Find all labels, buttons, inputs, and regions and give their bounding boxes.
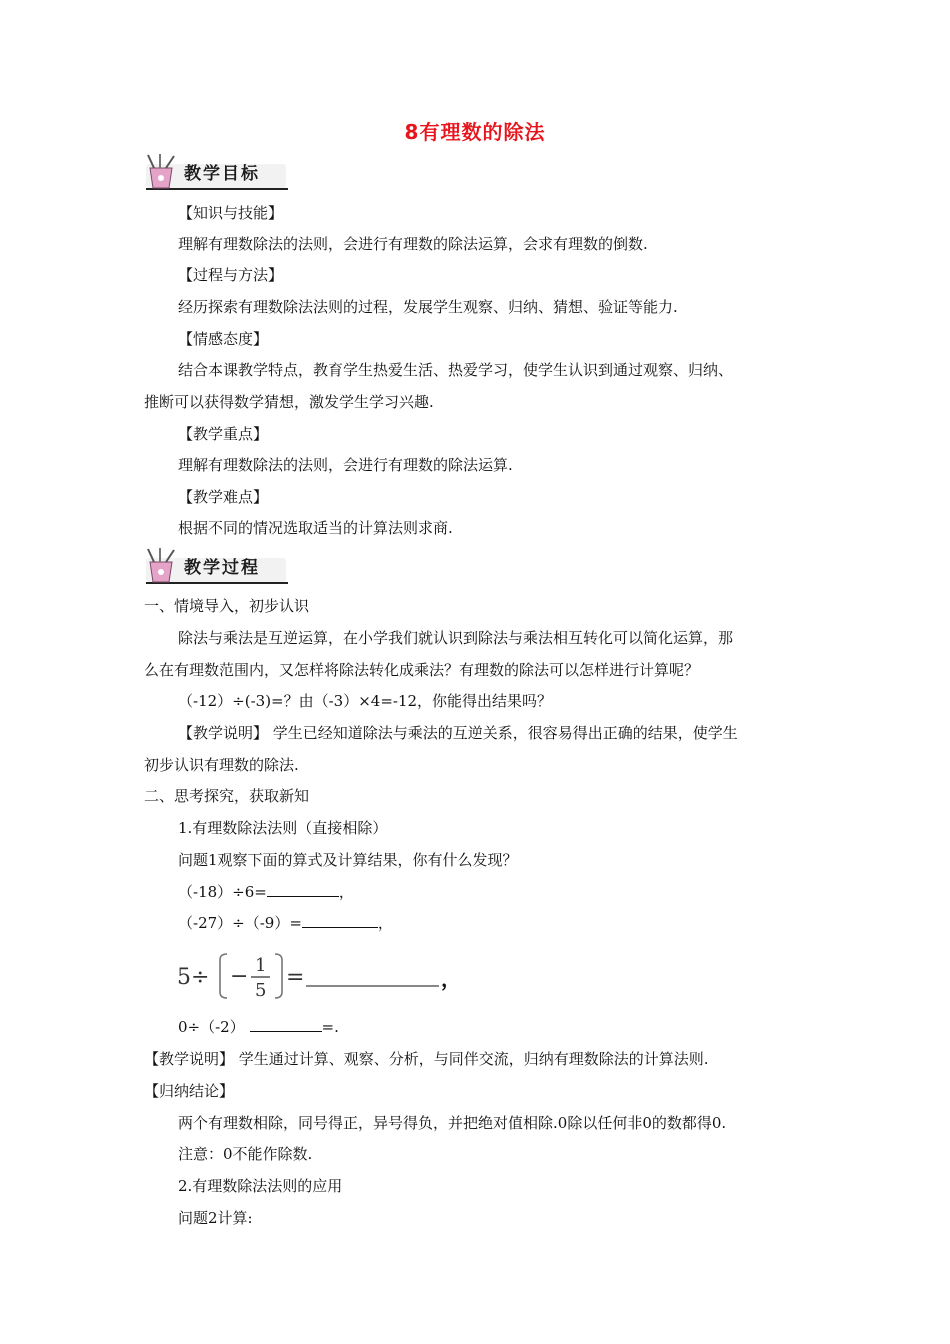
expression-text: （-27）÷（-9）= bbox=[178, 914, 302, 932]
heading-conclusion: 【归纳结论】 bbox=[144, 1082, 235, 1100]
subheading: 2.有理数除法法则的应用 bbox=[178, 1177, 343, 1195]
fraction-numerator: 1 bbox=[255, 955, 267, 976]
paragraph: 初步认识有理数的除法. bbox=[144, 756, 299, 774]
paragraph: 除法与乘法是互逆运算，在小学我们就认识到除法与乘法相互转化可以简化运算，那 bbox=[178, 629, 734, 647]
minus-sign: − bbox=[230, 964, 249, 989]
expression-text: 0÷（-2） bbox=[178, 1018, 245, 1036]
right-bracket bbox=[275, 954, 282, 998]
equals-sign: = bbox=[286, 965, 305, 990]
expression-text: （-18）÷6= bbox=[178, 883, 267, 901]
heading-process: 【过程与方法】 bbox=[178, 266, 284, 284]
paragraph: 根据不同的情况选取适当的计算法则求商. bbox=[178, 519, 453, 537]
paragraph: 推断可以获得数学猜想，激发学生学习兴趣. bbox=[144, 393, 434, 411]
question: 问题2计算: bbox=[178, 1209, 253, 1227]
heading-attitude: 【情感态度】 bbox=[178, 330, 269, 348]
paragraph: 理解有理数除法的法则，会进行有理数的除法运算. bbox=[178, 456, 513, 474]
paragraph: 【教学说明】 学生已经知道除法与乘法的互逆关系，很容易得出正确的结果，使学生 bbox=[178, 724, 738, 742]
page-title: 8有理数的除法 bbox=[404, 120, 546, 144]
expression-lhs: 5÷ bbox=[177, 965, 210, 990]
banner-title: 教学过程 bbox=[184, 558, 260, 578]
paragraph: （-12）÷(-3)=？由（-3）×4=-12，你能得出结果吗？ bbox=[178, 692, 553, 710]
punctuation: ， bbox=[338, 883, 354, 901]
note: 注意：0不能作除数. bbox=[178, 1145, 313, 1163]
section-banner-process bbox=[142, 546, 292, 586]
subheading: 1.有理数除法法则（直接相除） bbox=[178, 819, 388, 837]
paragraph: 【教学说明】 学生通过计算、观察、分析，与同伴交流，归纳有理数除法的计算法则. bbox=[144, 1050, 709, 1068]
paragraph: 结合本课教学特点，教育学生热爱生活、热爱学习，使学生认识到通过观察、归纳、 bbox=[178, 361, 734, 379]
paragraph: 理解有理数除法的法则，会进行有理数的除法运算，会求有理数的倒数. bbox=[178, 235, 648, 253]
question: 问题1观察下面的算式及计算结果，你有什么发现？ bbox=[178, 851, 518, 869]
punctuation: ， bbox=[377, 914, 393, 932]
punctuation: =. bbox=[321, 1018, 339, 1036]
fraction-denominator: 5 bbox=[255, 980, 267, 1001]
expression bbox=[178, 882, 354, 902]
banner-title: 教学目标 bbox=[184, 164, 260, 184]
heading-knowledge: 【知识与技能】 bbox=[178, 204, 284, 222]
left-bracket bbox=[220, 954, 227, 998]
paragraph: 经历探索有理数除法法则的过程，发展学生观察、归纳、猜想、验证等能力. bbox=[178, 298, 678, 316]
fraction-expression bbox=[175, 948, 475, 1004]
paragraph: 两个有理数相除，同号得正，异号得负，并把绝对值相除.0除以任何非0的数都得0. bbox=[178, 1114, 727, 1132]
expression bbox=[178, 913, 393, 933]
paragraph: 么在有理数范围内，又怎样将除法转化成乘法？有理数的除法可以怎样进行计算呢？ bbox=[144, 661, 700, 679]
answer-blank[interactable] bbox=[267, 882, 339, 897]
section-banner-goals bbox=[142, 152, 292, 192]
section-heading: 二、思考探究，获取新知 bbox=[144, 787, 310, 805]
punctuation: ， bbox=[441, 967, 461, 991]
heading-key-points: 【教学重点】 bbox=[178, 425, 269, 443]
answer-blank[interactable] bbox=[302, 913, 378, 928]
heading-difficulties: 【教学难点】 bbox=[178, 488, 269, 506]
section-heading: 一、情境导入，初步认识 bbox=[144, 597, 310, 615]
answer-blank[interactable] bbox=[250, 1017, 322, 1032]
expression bbox=[178, 1017, 339, 1037]
